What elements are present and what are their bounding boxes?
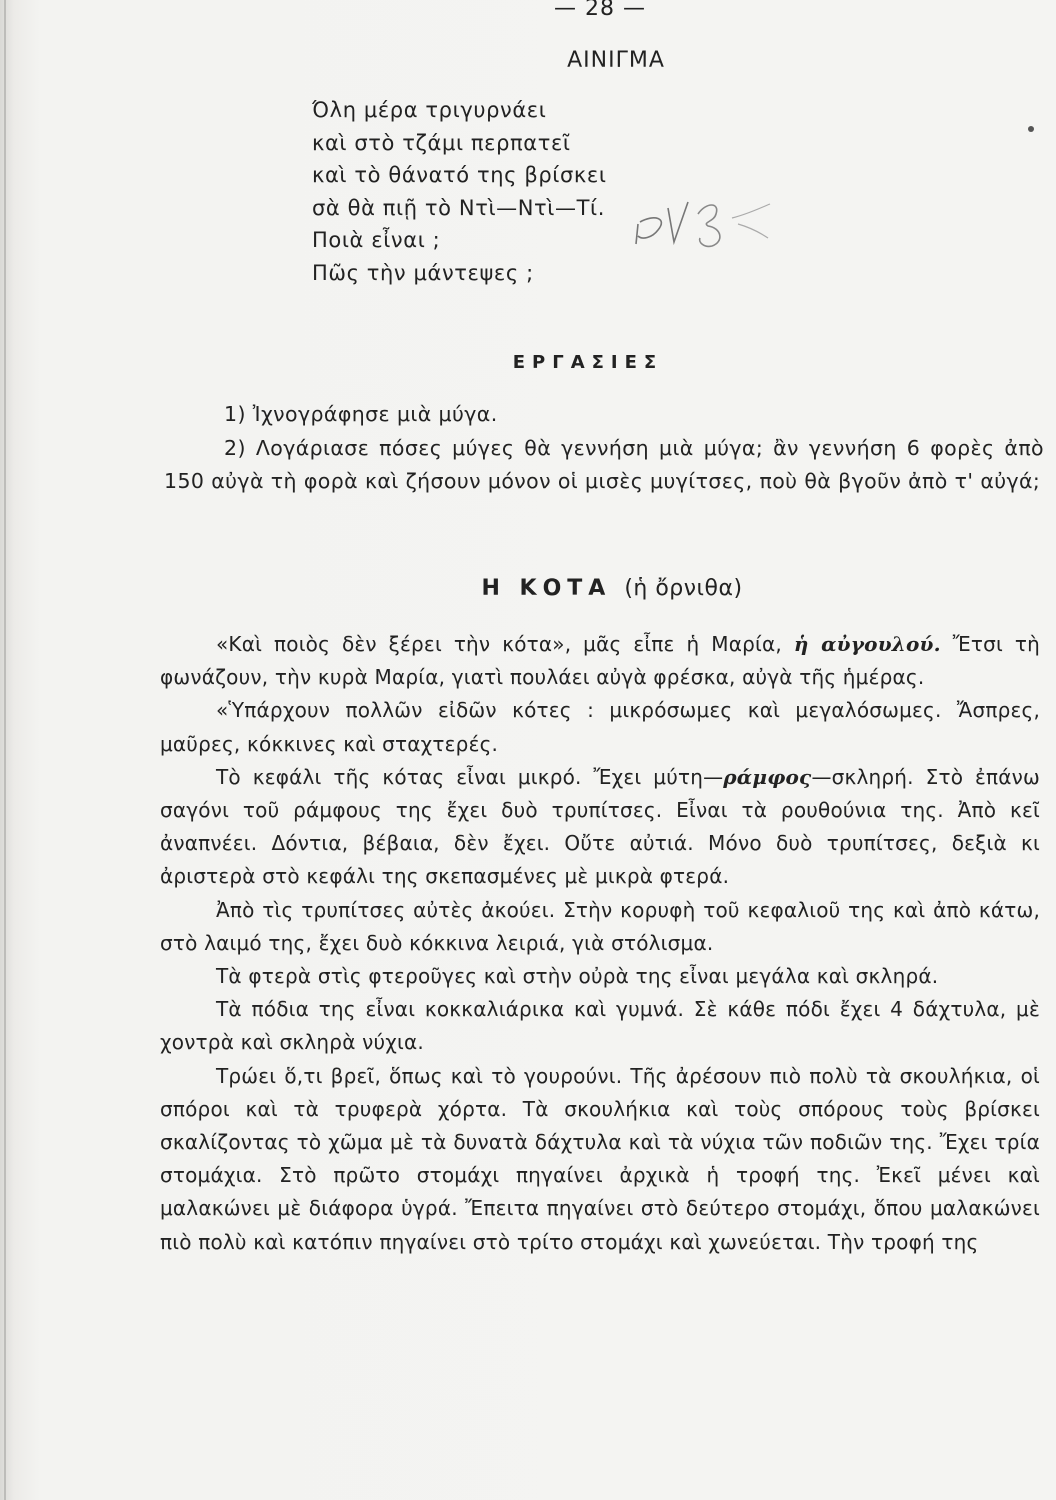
paragraph: Τὸ κεφάλι τῆς κότας εἶναι μικρό. Ἔχει μύτη—ράμφος—σκληρή. Στὸ ἐπάνω σαγόνι τοῦ ράμφους της ἔχει δυὸ τρυπίτσες. Εἶναι τὰ ρουθούνια της. Ἀπὸ κεῖ ἀναπνέει. Δόντια, βέβαια, δὲν ἔχει. Οὔτε αὐτιά. Μόνο δυὸ τρυπίτσες, δεξιὰ κι ἀριστερὰ στὸ κεφάλι της σκεπασμένες μὲ μικρὰ φτερά.: [160, 764, 1040, 889]
paragraph: Ἀπὸ τὶς τρυπίτσες αὐτὲς ἀκούει. Στὴν κορυφὴ τοῦ κεφαλιοῦ της καὶ ἀπὸ κάτω, στὸ λαιμό της, ἔχει δυὸ κόκκινα λειριά, γιὰ στόλισμα.: [160, 897, 1040, 955]
paragraph: Τὰ φτερὰ στὶς φτεροῦγες καὶ στὴν οὐρὰ της εἶναι μεγάλα καὶ σκληρά.: [216, 964, 939, 989]
poem-line: καὶ τὸ θάνατό της βρίσκει: [312, 163, 607, 188]
hen-title: Η ΚΟΤΑ: [481, 576, 612, 601]
task-item: 1) Ἰχνογράφησε μιὰ μύγα.: [224, 402, 498, 426]
paragraph: Τὰ πόδια της εἶναι κοκκαλιάρικα καὶ γυμνά. Σὲ κάθε πόδι ἔχει 4 δάχτυλα, μὲ χοντρὰ καὶ σκληρὰ νύχια.: [160, 997, 1040, 1055]
riddle-poem: [312, 94, 607, 290]
ink-dot: [1028, 126, 1034, 132]
paragraph: «Ὑπάρχουν πολλῶν εἰδῶν κότες : μικρόσωμες καὶ μεγαλόσωμες. Ἄσπρες, μαῦρες, κόκκινες καὶ σταχτερές.: [160, 698, 1040, 756]
hen-subtitle: (ἡ ὄρνιθα): [624, 576, 743, 601]
paragraph: Τρώει ὅ,τι βρεῖ, ὅπως καὶ τὸ γουρούνι. Τῆς ἀρέσουν πιὸ πολὺ τὰ σκουλήκια, οἱ σπόροι καὶ τὰ τρυφερὰ χόρτα. Τὰ σκουλήκια καὶ τοὺς σπόρους τοὺς βρίσκει σκαλίζοντας τὸ χῶμα μὲ τὰ δυνατὰ δάχτυλα καὶ τὰ νύχια τῶν ποδιῶν της. Ἔχει τρία στομάχια. Στὸ πρῶτο στομάχι πηγαίνει ἀρχικὰ ἡ τροφή της. Ἐκεῖ μένει καὶ μαλακώνει μὲ διάφορα ὑγρά. Ἔπειτα πηγαίνει στὸ δεύτερο στομάχι, ὅπου μαλακώνει πιὸ πολὺ καὶ κατόπιν πηγαίνει στὸ τρίτο στομάχι καὶ χωνεύεται. Τὴν τροφή της: [160, 1063, 1040, 1254]
task-item: 2) Λογάριασε πόσες μύγες θὰ γεννήση μιὰ μύγα; ἂν γεννήση 6 φορὲς ἀπὸ 150 αὐγὰ τὴ φορὰ καὶ ζήσουν μόνον οἱ μισὲς μυγίτσες, ποὺ θὰ βγοῦν ἀπὸ τ' αὐγά;: [164, 435, 1044, 493]
handwritten-answer: [628, 184, 778, 264]
poem-line: Πῶς τὴν μάντεψες ;: [312, 260, 534, 285]
page-number: — 28 —: [554, 0, 646, 21]
poem-line: Ποιὰ εἶναι ;: [312, 228, 441, 253]
tasks-title: ΕΡΓΑΣΙΕΣ: [512, 352, 664, 373]
riddle-title: ΑΙΝΙΓΜΑ: [567, 48, 665, 73]
beak-term: ράμφος: [723, 764, 812, 789]
tasks-list: [164, 398, 1044, 499]
poem-line: καὶ στὸ τζάμι περπατεῖ: [312, 130, 571, 155]
nickname: ἡ αὐγουλού.: [793, 632, 941, 656]
hen-article: [160, 628, 1040, 1259]
hen-title-row: [0, 576, 1056, 601]
paragraph: «Καὶ ποιὸς δὲν ξέρει τὴν κότα», μᾶς εἶπε ἡ Μαρία, ἡ αὐγουλού. Ἔτσι τὴ φωνάζουν, τὴν κυρὰ Μαρία, γιατὶ πουλάει αὐγὰ φρέσκα, αὐγὰ τῆς ἡμέρας.: [160, 632, 1040, 690]
page-spine: [4, 0, 6, 1500]
poem-line: σὰ θὰ πιῇ τὸ Ντὶ—Ντὶ—Τί.: [312, 195, 606, 220]
poem-line: Όλη μέρα τριγυρνάει: [312, 98, 547, 122]
